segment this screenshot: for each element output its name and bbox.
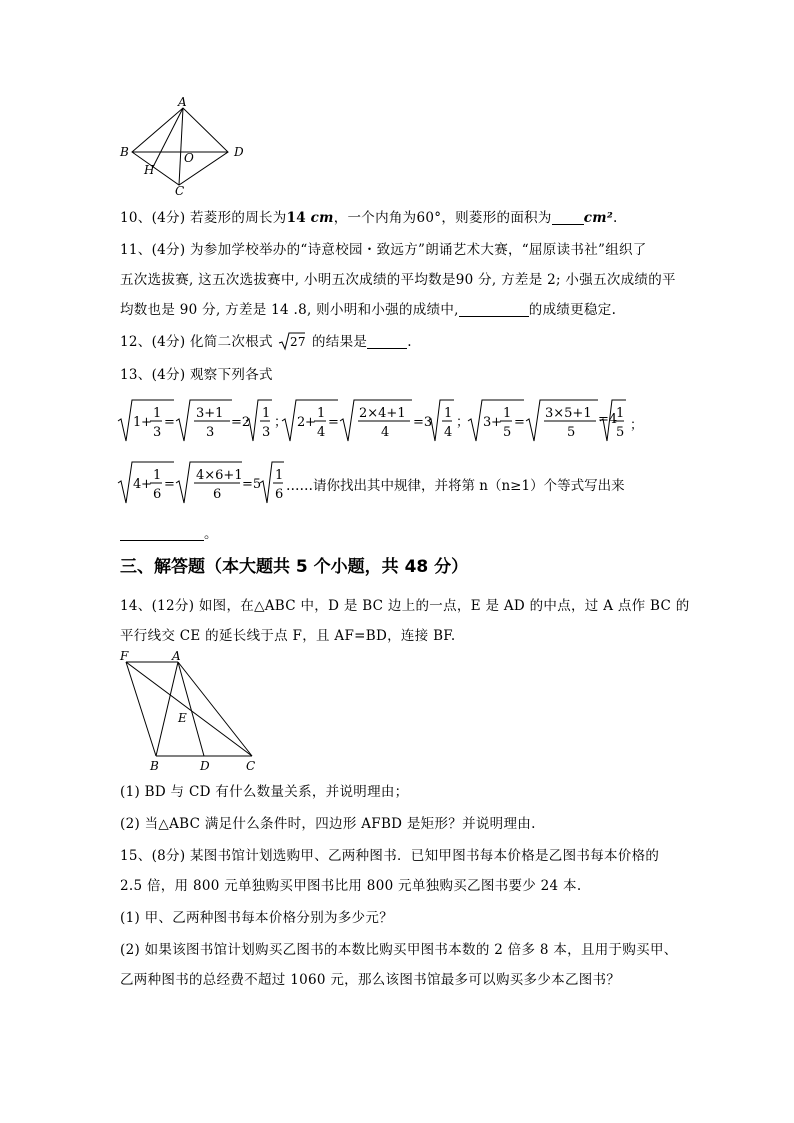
svg-text:6: 6 bbox=[213, 487, 222, 502]
svg-text:1: 1 bbox=[262, 406, 271, 421]
question-14-sub-2: (2) 当△ABC 满足什么条件时，四边形 AFBD 是矩形？并说明理由. bbox=[120, 816, 536, 832]
svg-text:3×5+1: 3×5+1 bbox=[545, 406, 592, 421]
svg-text:+: + bbox=[141, 477, 152, 492]
svg-text:5: 5 bbox=[616, 425, 625, 440]
label-d: D bbox=[234, 145, 244, 159]
question-13-answer: 。 bbox=[120, 522, 218, 542]
svg-text:3: 3 bbox=[206, 425, 215, 440]
svg-text:；: ； bbox=[456, 415, 470, 430]
answer-blank[interactable] bbox=[459, 302, 529, 317]
svg-text:=: = bbox=[514, 415, 525, 430]
altitude-ah bbox=[153, 108, 183, 167]
question-15-sub-1: (1) 甲、乙两种图书每本价格分别为多少元？ bbox=[120, 910, 394, 926]
answer-blank[interactable] bbox=[120, 526, 204, 541]
question-11-line-3: 均数也是 90 分, 方差是 14 .8, 则小明和小强的成绩中, 的成绩更稳定. bbox=[120, 302, 617, 318]
svg-text:1: 1 bbox=[616, 406, 625, 421]
svg-text:D: D bbox=[200, 759, 210, 773]
svg-text:1: 1 bbox=[503, 406, 512, 421]
svg-text:1: 1 bbox=[153, 468, 162, 483]
q13-equations-row-1 bbox=[116, 396, 636, 446]
svg-text:6: 6 bbox=[153, 487, 162, 502]
svg-text:+: + bbox=[491, 415, 502, 430]
svg-text:27: 27 bbox=[290, 335, 307, 349]
svg-text:=3: =3 bbox=[413, 415, 433, 430]
question-12: 12、(4分) 化简二次根式 27 的结果是 . bbox=[120, 330, 412, 351]
label-a: A bbox=[178, 96, 187, 109]
svg-text:F: F bbox=[120, 649, 129, 663]
svg-text:4×6+1: 4×6+1 bbox=[196, 468, 243, 483]
svg-text:1: 1 bbox=[275, 468, 284, 483]
svg-text:A: A bbox=[172, 649, 181, 663]
svg-text:=5: =5 bbox=[242, 477, 262, 492]
answer-blank[interactable] bbox=[552, 210, 584, 225]
question-14-line-2: 平行线交 CE 的延长线于点 F，且 AF=BD，连接 BF. bbox=[120, 628, 456, 644]
q13-equations-row-2 bbox=[116, 458, 286, 508]
svg-text:+: + bbox=[305, 415, 316, 430]
svg-text:4: 4 bbox=[381, 425, 390, 440]
svg-text:C: C bbox=[246, 759, 256, 773]
svg-text:3: 3 bbox=[153, 425, 162, 440]
svg-text:3: 3 bbox=[483, 415, 492, 430]
svg-text:4: 4 bbox=[317, 425, 326, 440]
label-b: B bbox=[120, 145, 129, 159]
svg-text:1: 1 bbox=[317, 406, 326, 421]
svg-text:+: + bbox=[141, 415, 152, 430]
svg-text:=2: =2 bbox=[231, 415, 251, 430]
answer-blank[interactable] bbox=[367, 334, 407, 349]
svg-text:4: 4 bbox=[444, 425, 453, 440]
svg-text:2: 2 bbox=[297, 415, 306, 430]
svg-text:4: 4 bbox=[133, 477, 142, 492]
label-o: O bbox=[184, 151, 194, 165]
svg-text:3: 3 bbox=[262, 425, 271, 440]
q13-eq3-coef: =4 bbox=[598, 412, 618, 427]
question-15-line-1: 15、(8分) 某图书馆计划选购甲、乙两种图书．已知甲图书每本价格是乙图书每本价格的 bbox=[120, 848, 660, 864]
svg-text:5: 5 bbox=[503, 425, 512, 440]
svg-text:E: E bbox=[178, 711, 187, 725]
svg-text:1: 1 bbox=[153, 406, 162, 421]
question-14-sub-1: (1) BD 与 CD 有什么数量关系，并说明理由； bbox=[120, 784, 409, 800]
question-11-line-1: 11、(4分) 为参加学校举办的“诗意校园・致远方”朗诵艺术大赛，“屈原读书社”组织了 bbox=[120, 242, 647, 258]
svg-text:=: = bbox=[328, 415, 339, 430]
label-h: H bbox=[144, 163, 155, 177]
q13-sep: ； bbox=[630, 418, 644, 433]
svg-text:1: 1 bbox=[444, 406, 453, 421]
question-15-line-2: 2.5 倍，用 800 元单独购买甲图书比用 800 元单独购买乙图书要少 24 本. bbox=[120, 878, 582, 894]
question-14-line-1: 14、(12分) 如图，在△ABC 中，D 是 BC 边上的一点，E 是 AD 的中点，过 A 点作 BC 的 bbox=[120, 598, 690, 614]
sqrt-27 bbox=[277, 331, 307, 351]
parallelogram-figure bbox=[112, 648, 272, 774]
label-c: C bbox=[175, 184, 185, 196]
svg-text:；: ； bbox=[274, 415, 288, 430]
svg-text:6: 6 bbox=[275, 487, 284, 502]
question-13-intro: 13、(4分) 观察下列各式 bbox=[120, 367, 273, 383]
svg-text:2×4+1: 2×4+1 bbox=[359, 406, 406, 421]
svg-text:3+1: 3+1 bbox=[196, 406, 224, 421]
question-11-line-2: 五次选拔赛, 这五次选拔赛中, 小明五次成绩的平均数是90 分, 方差是 2; 小强五次成绩的平 bbox=[120, 272, 676, 288]
rhombus-figure bbox=[112, 96, 252, 196]
svg-text:5: 5 bbox=[567, 425, 576, 440]
section-heading: 三、解答题（本大题共 5 个小题，共 48 分） bbox=[120, 557, 469, 577]
question-15-sub-2-line-1: (2) 如果该图书馆计划购买乙图书的本数比购买甲图书本数的 2 倍多 8 本，且用于购买甲、 bbox=[120, 942, 678, 958]
svg-text:=: = bbox=[164, 477, 175, 492]
question-15-sub-2-line-2: 乙两种图书的总经费不超过 1060 元，那么该图书馆最多可以购买多少本乙图书？ bbox=[120, 972, 621, 988]
diagonal-ac bbox=[179, 108, 183, 185]
svg-text:B: B bbox=[150, 759, 159, 773]
question-13-tail: ……请你找出其中规律，并将第 n（n≥1）个等式写出来 bbox=[286, 478, 625, 494]
svg-text:=: = bbox=[164, 415, 175, 430]
question-10: 10、(4分) 若菱形的周长为14 cm，一个内角为60°，则菱形的面积为 cm². bbox=[120, 210, 618, 226]
svg-text:1: 1 bbox=[133, 415, 142, 430]
